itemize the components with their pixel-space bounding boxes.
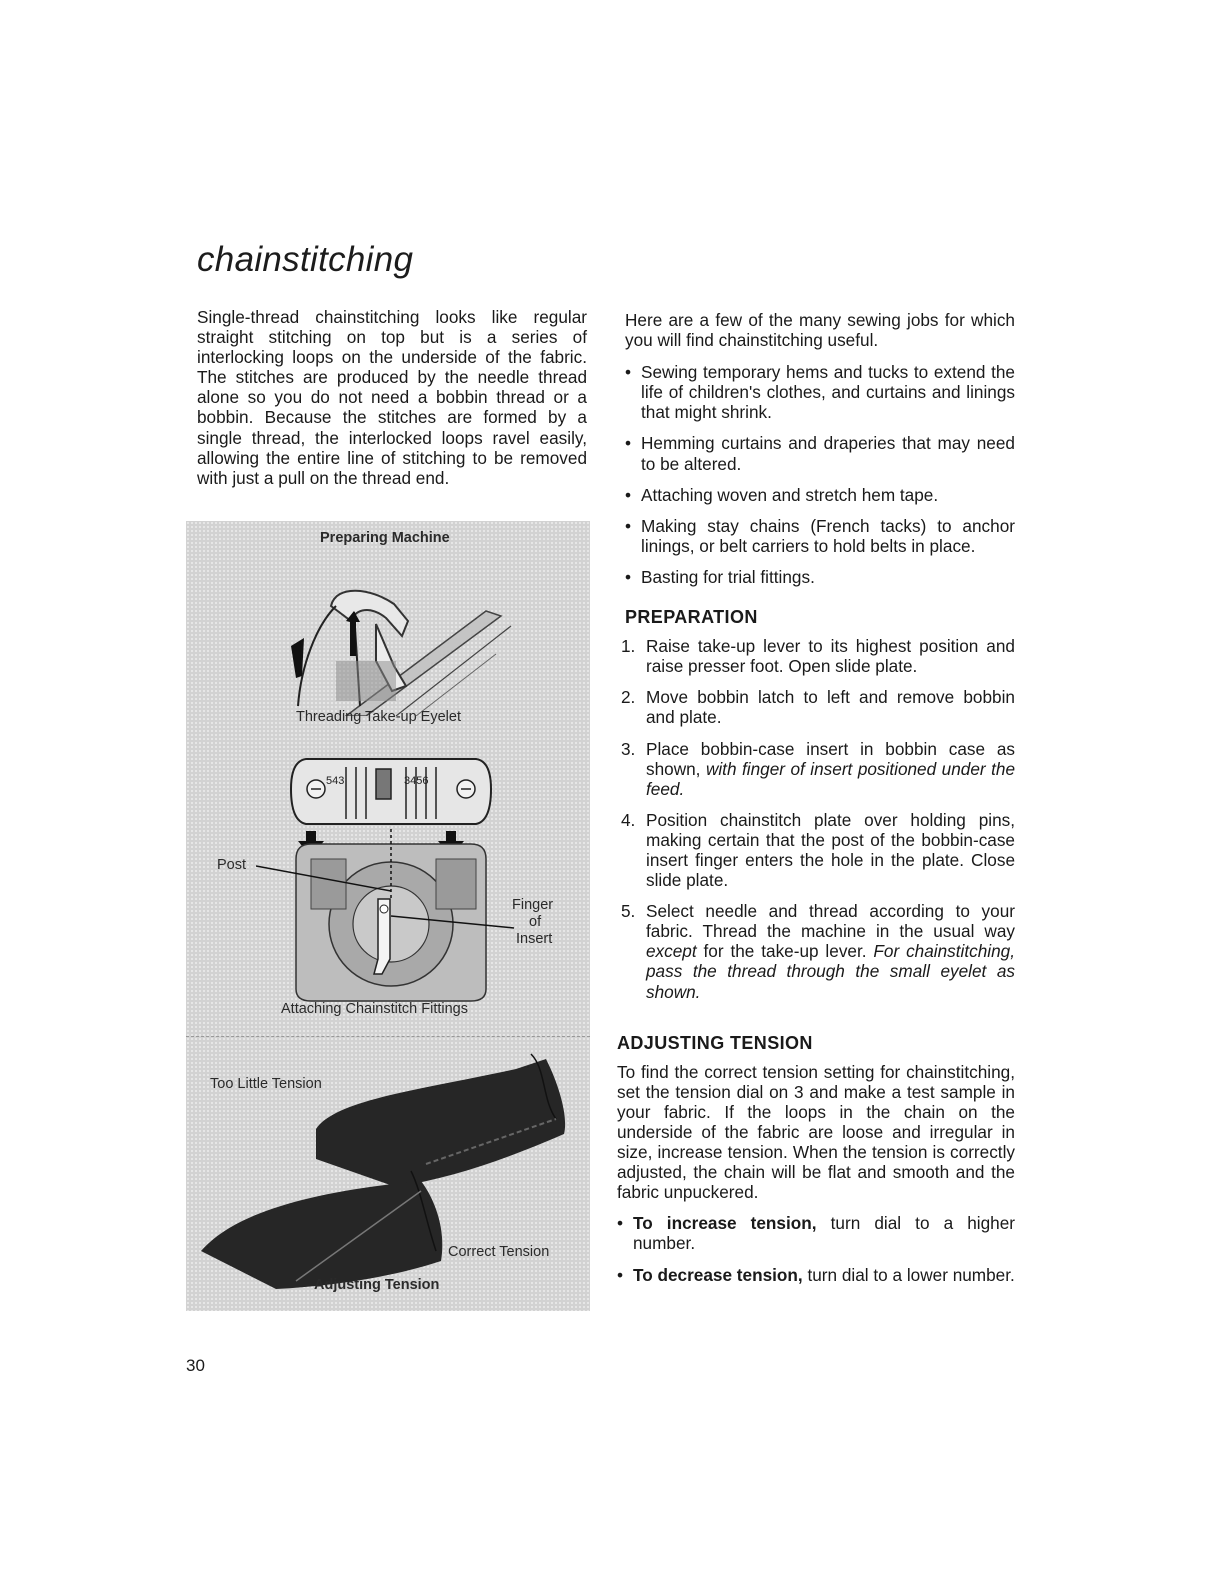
step-text: Select needle and thread according to your fabric. Thread the machine in the usual way: [646, 901, 1015, 942]
step-text: for the take-up lever.: [696, 941, 874, 962]
list-item-bold: To increase tension,: [633, 1213, 817, 1234]
step-text: Position chainstitch plate over holding pins, making certain that the post of the bobbin-case insert finger enters the hole in the plate. Close slide plate.: [646, 809, 1015, 891]
step-text-italic: For chainstitching, pass the thread through the small eyelet as shown.: [646, 941, 1015, 1002]
label-preparing-machine: Preparing Machine: [320, 530, 450, 546]
figure-divider: [186, 1036, 590, 1037]
page-number: 30: [186, 1356, 205, 1375]
step-text: Move bobbin latch to left and remove bobbin and plate.: [646, 687, 1015, 728]
uses-lead: Here are a few of the many sewing jobs for which you will find chainstitching useful.: [625, 310, 1015, 351]
label-finger: Finger: [512, 897, 554, 913]
label-correct-tension: Correct Tension: [448, 1244, 550, 1260]
step-number: 3.: [621, 738, 636, 759]
illustration-panel: [186, 521, 590, 1311]
right-column: [617, 310, 1016, 1285]
label-post: Post: [217, 857, 247, 873]
take-up-lever-illustration: [276, 566, 516, 716]
step-number: 4.: [621, 809, 636, 830]
intro-paragraph: Single-thread chainstitching looks like regular straight stitching on top but is a series of interlocking loops on the underside of the fabric. The stitches are produced by the needle thread alone so you do not need a bobbin thread or a bobbin. Because the stitches are formed by a single thread, the interlocked loops ravel easily, allowing the entire line of stitching to be removed with just a pull on the thread end.: [197, 307, 587, 488]
label-too-little-tension: Too Little Tension: [210, 1076, 322, 1092]
tension-list: [617, 1213, 1015, 1284]
tension-body: To find the correct tension setting for chainstitching, set the tension dial on 3 and make a test sample in your fabric. If the loops in the chain on the underside of the fabric are loose and irregular in size, increase tension. When the tension is correctly adjusted, the chain will be flat and smooth and the fabric unpuckered.: [617, 1061, 1015, 1203]
finger-pointer-line: [386, 906, 516, 936]
label-threading-eyelet: Threading Take-up Eyelet: [296, 709, 461, 725]
list-item: • Basting for trial fittings.: [625, 567, 1015, 587]
step-item: [621, 687, 1015, 728]
step-item: [621, 901, 1015, 1002]
list-item: [617, 1213, 1015, 1253]
list-item-bold: To decrease tension,: [633, 1264, 803, 1285]
step-text-italic: with finger of insert positioned under the feed.: [646, 758, 1015, 799]
step-text: Raise take-up lever to its highest position and raise presser foot. Open slide plate.: [646, 636, 1015, 677]
plate-numbers-right: 3456: [404, 775, 429, 787]
step-item: [621, 809, 1015, 891]
tension-heading: ADJUSTING TENSION: [617, 1032, 813, 1053]
step-item: [621, 636, 1015, 677]
list-item-text: turn dial to a lower number.: [802, 1264, 1015, 1285]
label-attaching: Attaching Chainstitch Fittings: [281, 1001, 468, 1017]
step-number: 1.: [621, 636, 636, 657]
step-number: 2.: [621, 687, 636, 708]
preparation-steps: [621, 636, 1015, 1002]
page-title: chainstitching: [197, 240, 414, 279]
list-item: • Making stay chains (French tacks) to anchor linings, or belt carriers to hold belts in place.: [625, 516, 1015, 556]
step-item: [621, 738, 1015, 799]
label-of: of: [529, 914, 542, 930]
step-number: 5.: [621, 901, 636, 922]
step-text-italic: except: [646, 941, 697, 962]
plate-numbers-left: 543: [326, 775, 345, 787]
step-text: Place bobbin-case insert in bobbin case as shown,: [646, 738, 1015, 779]
label-adjusting-tension: Adjusting Tension: [314, 1277, 440, 1293]
uses-list: [625, 362, 1015, 587]
correct-tension-fabric: [196, 1161, 456, 1291]
label-insert: Insert: [516, 931, 553, 947]
list-item-text: turn dial to a higher number.: [633, 1213, 1016, 1254]
list-item: [617, 1265, 1015, 1285]
list-item: • Sewing temporary hems and tucks to extend the life of children's clothes, and curtains and linings that might shrink.: [625, 362, 1015, 422]
post-pointer-line: [256, 861, 396, 901]
list-item: • Hemming curtains and draperies that may need to be altered.: [625, 433, 1015, 473]
preparation-heading: PREPARATION: [625, 607, 758, 628]
list-item: • Attaching woven and stretch hem tape.: [625, 485, 1015, 505]
